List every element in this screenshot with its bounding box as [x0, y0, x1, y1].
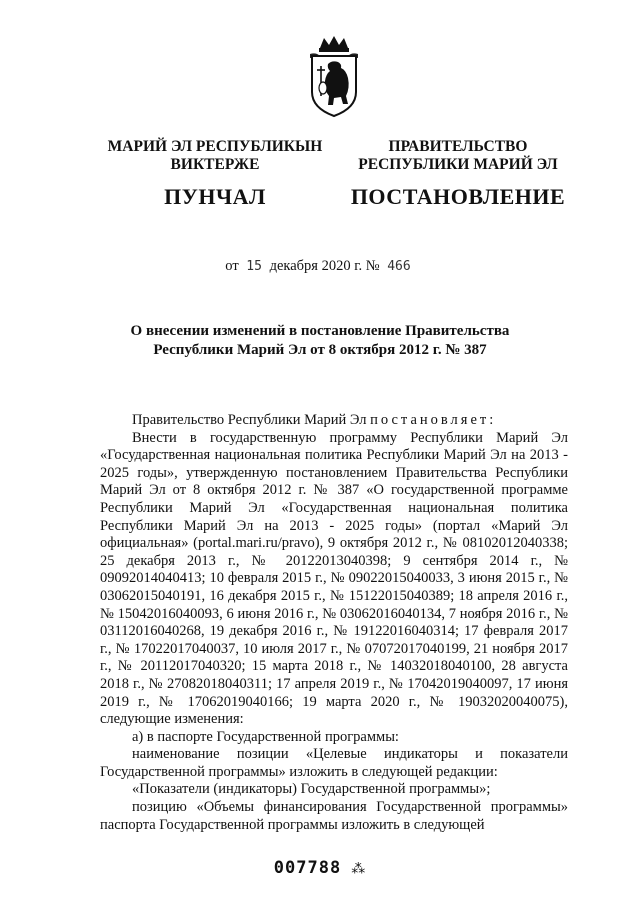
header-mari-line2: ВИКТЕРЖЕ [170, 156, 260, 173]
title-line2: Республики Марий Эл от 8 октября 2012 г. № 387 [153, 342, 487, 358]
paragraph-naming: наименование позиции «Целевые индикаторы и показатели Государственной программы» изложить в следующей редакции: [100, 746, 568, 780]
date-day: 15 [246, 259, 262, 274]
date-line [0, 258, 640, 275]
paragraph-item-a: а) в паспорте Государственной программы: [132, 728, 399, 745]
paragraph-main: Внести в государственную программу Республики Марий Эл «Государственная национальная политика Республики Марий Эл на 2013 - 2025 годы», утвержденную постановлением Правительства Республики Марий Эл от 8 октября 2012 г. № 387 «О государственной программе Республики Марий Эл «Государственная национальная политика Республики Марий Эл на 2013 - 2025 годы» (портал «Марий Эл официальная» (portal.mari.ru/pravo), 9 октября 2012 г., № 08102012040338; 25 декабря 2013 г., № 20122013040398; 9 сентября 2014 г., № 09092014040413; 10 февраля 2015 г., № 09022015040033, 3 июня 2015 г., № 03062015040191, 16 декабря 2015 г., № 15122015040389; 18 апреля 2016 г., № 15042016040093, 6 июня 2016 г., № 03062016040134, 7 ноября 2016 г., № 03112016040268, 19 декабря 2016 г., № 19122016040314; 17 февраля 2017 г., № 17022017040037, 10 июля 2017 г., № 07072017040199, 21 ноября 2017 г., № 20112017040320; 15 марта 2018 г., № 14032018040100, 28 августа 2018 г., № 27082018040311; 17 апреля 2019 г., № 17042019040097, 17 июня 2019 г., № 17062019040166; 19 марта 2020 г., № 19032020040075), следующие изменения: [100, 429, 568, 728]
coat-of-arms-emblem [306, 34, 362, 118]
header-russian [338, 138, 578, 210]
intro-text: Правительство Республики Марий Эл [132, 412, 371, 428]
document-body [100, 412, 568, 834]
intro-spaced-verb: постановляет: [370, 412, 497, 428]
paragraph-financing: позицию «Объемы финансирования Государственной программы» паспорта Государственной программы изложить в следующей [100, 799, 568, 833]
title-line1: О внесении изменений в постановление Правительства [130, 323, 510, 339]
date-prefix: от [225, 258, 239, 274]
paragraph-intro [100, 412, 568, 430]
serial-number [0, 858, 640, 878]
serial-number-text: 007788 [273, 858, 342, 878]
header-mari [95, 138, 335, 210]
header-russian-title: ПОСТАНОВЛЕНИЕ [350, 184, 566, 209]
date-month-year: декабря 2020 г. № [269, 258, 380, 274]
document-number: 466 [387, 259, 411, 274]
header-mari-title: ПУНЧАЛ [164, 184, 266, 209]
header-russian-line1: ПРАВИТЕЛЬСТВО [388, 138, 528, 155]
header-mari-line1: МАРИЙ ЭЛ РЕСПУБЛИКЫН [107, 138, 323, 155]
asterisk-icon: ⁂ [351, 861, 367, 877]
paragraph-quote: «Показатели (индикаторы) Государственной программы»; [132, 781, 491, 798]
header-russian-line2: РЕСПУБЛИКИ МАРИЙ ЭЛ [358, 156, 558, 173]
document-title [80, 322, 560, 360]
